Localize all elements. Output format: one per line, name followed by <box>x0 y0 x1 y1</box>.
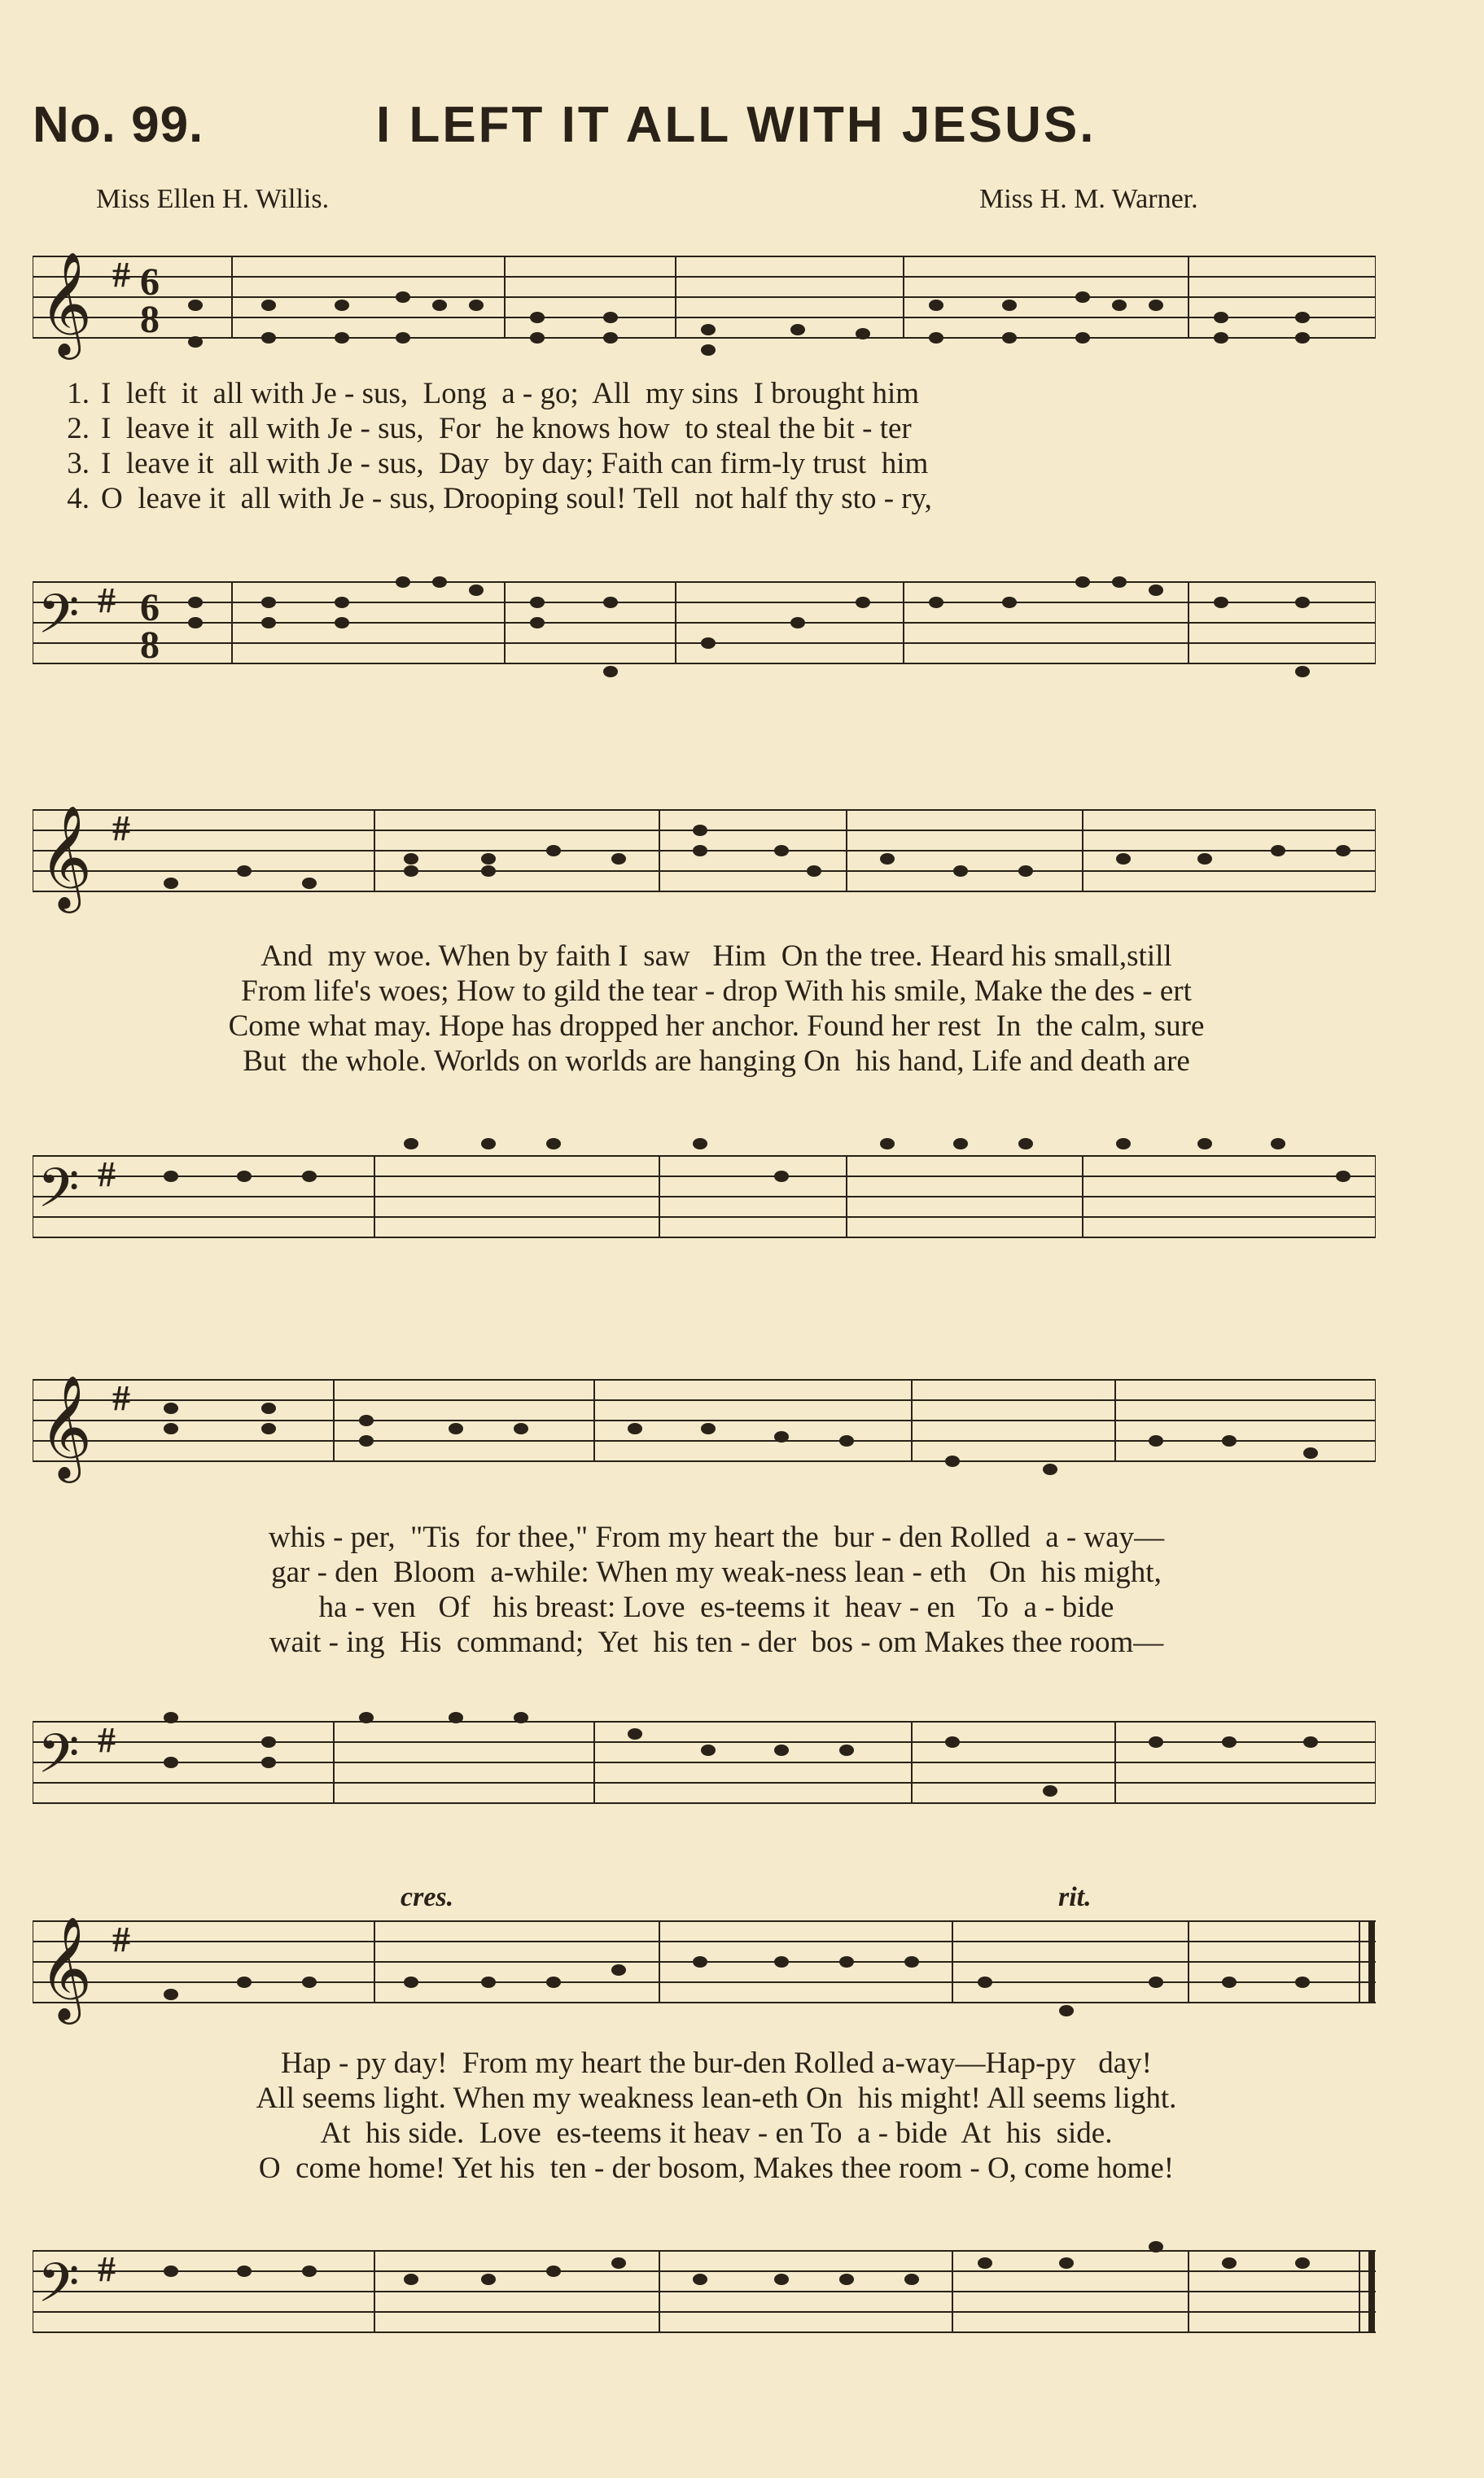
system-4-lyric-line-3: At his side. Love es-teems it heav - en To a - bide At his side. <box>320 2117 1113 2150</box>
system-1-bass-staff <box>33 562 1376 684</box>
svg-text:8: 8 <box>140 298 160 341</box>
svg-text:#: # <box>112 1920 130 1959</box>
dynamic-cres: cres. <box>401 1882 454 1912</box>
svg-text:#: # <box>98 1720 116 1760</box>
svg-text:#: # <box>112 808 130 848</box>
treble-clef-icon: 𝄞 <box>39 254 93 353</box>
verse-number: 1. <box>67 377 90 410</box>
lyric-text: O leave it all with Je - sus, Drooping soul! Tell not half thy sto - ry, <box>101 482 932 515</box>
system-4-lyric-line-2: All seems light. When my weakness lean-eth On his might! All seems light. <box>256 2082 1177 2115</box>
system-3-lyric-line-1: whis - per, "Tis for thee," From my heart the bur - den Rolled a - way— <box>268 1521 1165 1554</box>
system-3-bass-staff <box>33 1701 1376 1823</box>
system-2-lyric-line-4: But the whole. Worlds on worlds are hanging On his hand, Life and death are <box>243 1044 1190 1078</box>
composer-credit: Miss H. M. Warner. <box>979 184 1198 214</box>
system-1-treble-staff <box>33 236 1376 366</box>
system-4-lyric-line-4: O come home! Yet his ten - der bosom, Makes thee room - O, come home! <box>258 2152 1175 2185</box>
svg-text:6: 6 <box>140 260 160 304</box>
system-2-lyric-line-2: From life's woes; How to gild the tear - drop With his smile, Make the des - ert <box>241 974 1192 1008</box>
system-4-lyric-line-1: Hap - py day! From my heart the bur-den Rolled a-way—Hap-py day! <box>281 2047 1152 2080</box>
system-3-lyric-line-4: wait - ing His command; Yet his ten - der bos - om Makes thee room— <box>269 1626 1164 1659</box>
treble-staff-svg <box>33 1359 1376 1490</box>
bass-clef-icon: 𝄢 <box>37 2255 80 2327</box>
system-1-lyric-line-2 <box>33 411 1400 446</box>
verse-number: 3. <box>67 447 90 480</box>
svg-text:8: 8 <box>140 624 160 667</box>
system-1-lyric-line-3 <box>33 446 1400 481</box>
verse-number: 2. <box>67 412 90 445</box>
treble-staff-svg <box>33 1901 1376 2031</box>
bass-staff-svg <box>33 2231 1376 2369</box>
system-4-bass-staff <box>33 2231 1376 2369</box>
svg-text:#: # <box>98 580 116 620</box>
system-1-lyric-line-4 <box>33 481 1400 516</box>
bass-staff-svg <box>33 1701 1376 1823</box>
bass-clef-icon: 𝄢 <box>37 586 80 658</box>
system-1-lyric-line-1 <box>33 376 1400 411</box>
dynamic-rit: rit. <box>1058 1882 1092 1912</box>
svg-text:#: # <box>98 1154 116 1194</box>
hymn-title: I LEFT IT ALL WITH JESUS. <box>376 97 1097 153</box>
svg-text:#: # <box>112 255 130 295</box>
verse-number: 4. <box>67 482 90 515</box>
system-3-lyric-line-2: gar - den Bloom a-while: When my weak-ness lean - eth On his might, <box>271 1556 1162 1589</box>
bass-staff-svg <box>33 1136 1376 1258</box>
treble-clef-icon: 𝄞 <box>39 1377 93 1477</box>
bass-staff-svg <box>33 562 1376 684</box>
svg-text:#: # <box>98 2249 116 2289</box>
lyric-text: I left it all with Je - sus, Long a - go; All my sins I brought him <box>101 377 920 410</box>
system-3-treble-staff <box>33 1359 1376 1490</box>
system-2-treble-staff <box>33 790 1376 920</box>
system-3-lyric-line-3: ha - ven Of his breast: Love es-teems it heav - en To a - bide <box>318 1591 1114 1624</box>
system-2-bass-staff <box>33 1136 1376 1258</box>
lyric-text: I leave it all with Je - sus, Day by day; Faith can firm-ly trust him <box>101 447 929 480</box>
bass-clef-icon: 𝄢 <box>37 1160 80 1232</box>
treble-clef-icon: 𝄞 <box>39 1919 93 2018</box>
treble-staff-svg <box>33 236 1376 366</box>
bass-clef-icon: 𝄢 <box>37 1726 80 1797</box>
svg-text:#: # <box>112 1378 130 1418</box>
lyric-text: I leave it all with Je - sus, For he knows how to steal the bit - ter <box>101 412 912 445</box>
treble-staff-svg <box>33 790 1376 920</box>
treble-clef-icon: 𝄞 <box>39 808 93 907</box>
lyricist-credit: Miss Ellen H. Willis. <box>96 184 330 214</box>
system-2-lyric-line-1: And my woe. When by faith I saw Him On the tree. Heard his small,still <box>260 939 1172 973</box>
svg-text:6: 6 <box>140 586 160 629</box>
system-2-lyric-line-3: Come what may. Hope has dropped her anchor. Found her rest In the calm, sure <box>228 1009 1205 1043</box>
system-4-treble-staff <box>33 1901 1376 2031</box>
hymn-number: No. 99. <box>33 97 204 153</box>
